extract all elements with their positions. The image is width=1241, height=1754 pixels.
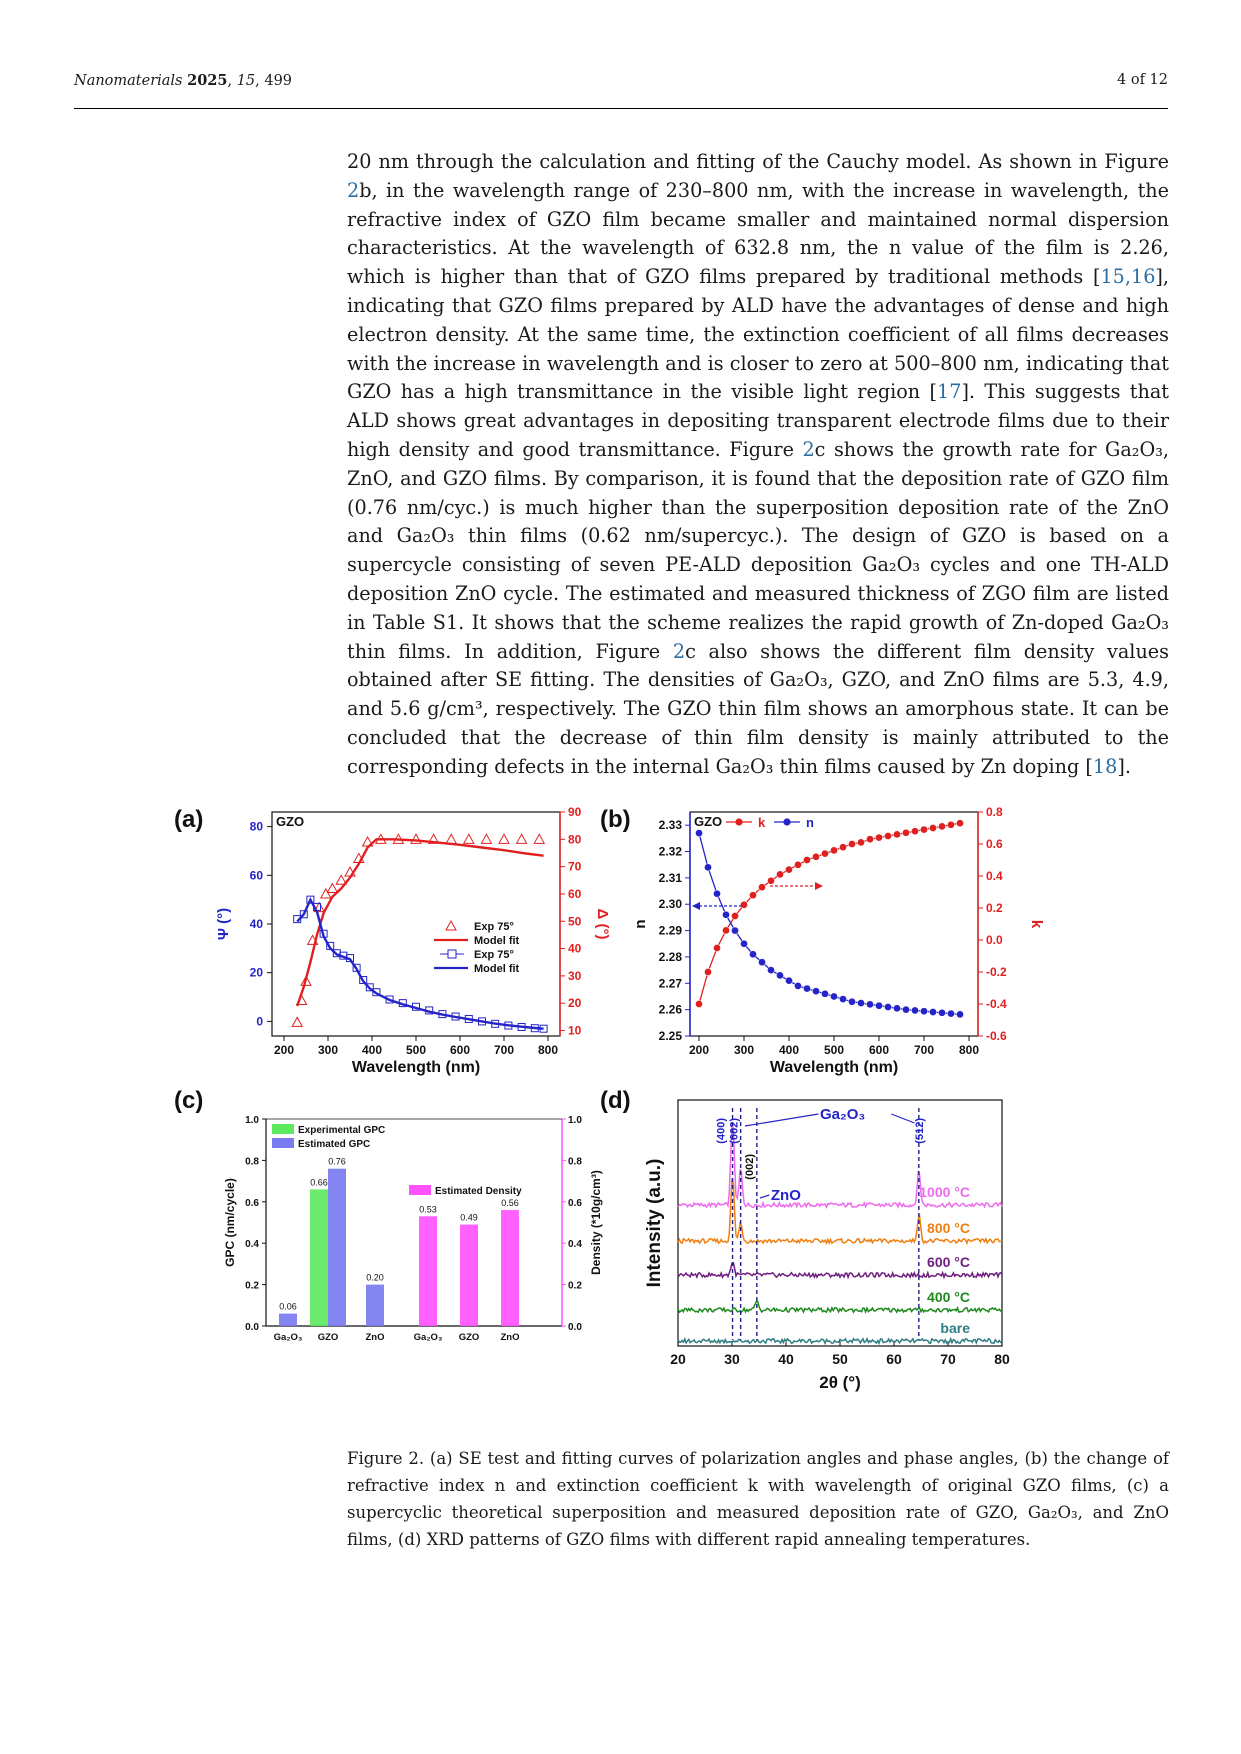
panel-b-data-point — [722, 911, 729, 918]
panel-c-category-label: Ga₂O₃ — [413, 1332, 443, 1343]
panel-b-data-point — [776, 972, 783, 979]
panel-b-data-point — [704, 968, 711, 975]
panel-a-data-point — [321, 889, 331, 898]
panel-b-data-point — [956, 1011, 963, 1018]
panel-b-data-point — [893, 831, 900, 838]
panel-c-ytick-left-label: 0.6 — [245, 1197, 259, 1209]
panel-c-category-label: GZO — [458, 1332, 480, 1343]
panel-b-xtick-label: 200 — [688, 1043, 710, 1057]
panel-a-xtick-label: 600 — [449, 1043, 471, 1057]
panel-c-legend-swatch — [272, 1138, 294, 1148]
body-paragraph — [347, 148, 1169, 782]
panel-b-data-point — [722, 927, 729, 934]
panel-b-ytick-right-label: 0.4 — [986, 869, 1003, 883]
panel-b-data-point — [767, 877, 774, 884]
panel-b-ytick-left-label: 2.28 — [658, 949, 682, 964]
panel-b-data-point — [938, 1009, 945, 1016]
page-number: 4 of 12 — [1117, 72, 1168, 88]
panel-d-annotation: (512) — [914, 1118, 927, 1144]
panel-b-data-point — [758, 959, 765, 966]
panel-d-pointer — [760, 1195, 769, 1198]
panel-a-xlabel: Wavelength (nm) — [351, 1059, 481, 1076]
panel-b-data-point — [776, 871, 783, 878]
panel-b-xtick-label: 600 — [868, 1043, 890, 1057]
panel-b-ytick-left-label: 2.26 — [658, 1002, 682, 1017]
panel-d-xtick-label: 70 — [940, 1351, 956, 1367]
panel-c-category-label: ZnO — [500, 1332, 520, 1343]
panel-a-ytick-left-label: 40 — [249, 917, 263, 931]
panel-a-ytick-right-label: 70 — [568, 859, 582, 874]
panel-a-xtick-label: 500 — [405, 1043, 427, 1057]
panel-d-xtick-label: 40 — [778, 1351, 794, 1367]
panel-b-data-point — [848, 998, 855, 1005]
panel-c-ytick-right-label: 0.6 — [568, 1197, 582, 1209]
panel-d-annotation: (400) — [715, 1118, 728, 1144]
panel-a-data-point — [464, 834, 474, 843]
reference-link[interactable]: 17 — [937, 380, 962, 404]
panel-a-xtick-label: 700 — [493, 1043, 515, 1057]
panel-b-xtick-label: 300 — [733, 1043, 755, 1057]
body-text-run: ]. This suggests that ALD shows great advantages in depositing transparent electrode films due to their high density and good transmittance. Figure — [347, 380, 1169, 461]
panel-a-ytick-right-label: 50 — [568, 914, 582, 929]
body-text-run: c shows the growth rate for Ga₂O₃, ZnO, and GZO films. By comparison, it is found that the deposition rate of GZO film (0.76 nm/cyc.) is much higher than the superposition deposition rate of the ZnO and Ga₂O₃ thin films (0.62 nm/supercyc.). The design of GZO is based on a supercycle consisting of seven PE-ALD deposition Ga₂O₃ cycles and one TH-ALD deposition ZnO cycle. The estimated and measured thickness of ZGO film are listed in Table S1. It shows that the scheme realizes the rapid growth of Zn-doped Ga₂O₃ thin films. In addition, Figure — [347, 437, 1169, 663]
panel-a-frame — [272, 812, 560, 1036]
panel-b-data-point — [695, 1000, 702, 1007]
panel-b-ylabel-left: n — [632, 919, 649, 929]
panel-b-data-point — [821, 850, 828, 857]
panel-a-ylabel-left: Ψ (°) — [215, 907, 232, 941]
panel-b-ytick-left-label: 2.30 — [658, 897, 682, 912]
panel-b-data-point — [911, 828, 918, 835]
panel-b-xtick-label: 400 — [778, 1043, 800, 1057]
panel-b-legend-label: k — [758, 815, 766, 830]
panel-c-data-label: 0.76 — [328, 1156, 346, 1167]
figure-2 — [174, 796, 1170, 1436]
panel-b-ytick-right-label: 0.2 — [986, 901, 1003, 915]
panel-b-ytick-left-label: 2.27 — [658, 976, 682, 991]
panel-b-ytick-right-label: 0.0 — [986, 933, 1003, 947]
panel-b-data-point — [902, 1006, 909, 1013]
panel-b-data-point — [749, 892, 756, 899]
panel-c-ytick-left-label: 0.0 — [245, 1322, 259, 1333]
panel-label-c: (c) — [174, 1087, 204, 1114]
panel-c-ytick-left-label: 0.8 — [245, 1156, 259, 1168]
reference-link[interactable]: 2 — [802, 437, 815, 461]
panel-d-pointer — [891, 1114, 914, 1123]
panel-b-data-point — [794, 982, 801, 989]
panel-d-annotation: (002) — [728, 1118, 741, 1144]
panel-a-data-point — [411, 834, 421, 843]
panel-c-bar — [460, 1225, 478, 1326]
panel-b-data-point — [821, 990, 828, 997]
panel-b-data-point — [704, 864, 711, 871]
panel-c-category-label: ZnO — [365, 1332, 385, 1343]
panel-b-data-point — [956, 820, 963, 827]
panel-c-ytick-right-label: 0.0 — [568, 1322, 582, 1333]
panel-a-ytick-left-label: 0 — [256, 1014, 263, 1029]
body-text-run: ]. — [1117, 754, 1131, 778]
panel-b-data-point — [929, 1008, 936, 1015]
panel-b-data-point — [839, 996, 846, 1003]
figure-caption — [347, 1445, 1169, 1553]
panel-d-xtick-label: 30 — [724, 1351, 740, 1367]
panel-b-data-point — [749, 951, 756, 958]
panel-a-ytick-left-label: 20 — [249, 965, 263, 980]
panel-b-data-point — [731, 927, 738, 934]
panel-c-ytick-right-label: 1.0 — [568, 1115, 582, 1126]
panel-c-ytick-right-label: 0.8 — [568, 1156, 582, 1168]
panel-b-data-point — [785, 977, 792, 984]
panel-a-ytick-right-label: 10 — [568, 1023, 582, 1038]
panel-a-ytick-left-label: 80 — [249, 819, 263, 834]
panel-b-data-point — [830, 993, 837, 1000]
panel-c-ytick-right-label: 0.2 — [568, 1280, 582, 1292]
panel-a-xtick-label: 400 — [361, 1043, 383, 1057]
panel-d-annotation: (002) — [744, 1154, 757, 1180]
body-text-run: 20 nm through the calculation and fitting of the Cauchy model. As shown in Figure — [347, 150, 1169, 173]
reference-link[interactable]: 18 — [1092, 754, 1118, 778]
panel-b-ytick-left-label: 2.31 — [658, 870, 682, 885]
panel-c-bar — [419, 1216, 437, 1326]
page-header — [74, 72, 1168, 100]
panel-a-data-point — [534, 834, 544, 843]
panel-b-data-point — [803, 856, 810, 863]
panel-d-xtick-label: 60 — [886, 1351, 902, 1367]
body-text-run: c also shows the different film density values obtained after SE fitting. The densities of Ga₂O₃, GZO, and ZnO films are 5.3, 4.9, and 5.6 g/cm³, respectively. The GZO thin film shows an amorphous state. It can be concluded that the decrease of thin film density is mainly attributed to the corresponding defects in the internal Ga₂O₃ thin films caused by Zn doping [ — [347, 639, 1170, 778]
body-text-run: ], indicating that GZO films prepared by ALD have the advantages of dense and high electron density. At the same time, the extinction coefficient of all films decreases with the increase in wavelength and is closer to zero at 500–800 nm, indicating that GZO has a high transmittance in the visible light region [ — [347, 265, 1169, 404]
panel-b-legend-swatch — [783, 818, 790, 825]
panel-a-ytick-right-label: 30 — [568, 968, 582, 983]
header-rule — [74, 108, 1168, 109]
panel-b-data-point — [812, 853, 819, 860]
panel-c-data-label: 0.06 — [279, 1301, 297, 1312]
panel-c-ytick-left-label: 1.0 — [245, 1115, 259, 1126]
panel-a-legend-swatch — [446, 921, 456, 930]
panel-b-xlabel: Wavelength (nm) — [769, 1059, 899, 1076]
reference-link[interactable]: 2 — [672, 639, 686, 663]
panel-b-data-point — [875, 1002, 882, 1009]
panel-a-ytick-right-label: 90 — [568, 805, 582, 819]
panel-c-ylabel-left: GPC (nm/cycle) — [223, 1178, 237, 1267]
panel-b-data-point — [740, 940, 747, 947]
panel-b-ytick-right-label: -0.4 — [986, 997, 1007, 1011]
panel-d-xtick-label: 20 — [670, 1351, 686, 1367]
reference-link[interactable]: 15,16 — [1100, 265, 1156, 289]
panel-c-bar — [366, 1285, 384, 1326]
panel-c-data-label: 0.56 — [501, 1198, 519, 1209]
panel-b-xtick-label: 700 — [913, 1043, 935, 1057]
panel-b-data-point — [803, 985, 810, 992]
panel-d-ylabel: Intensity (a.u.) — [644, 1158, 665, 1288]
panel-b-frame — [690, 812, 978, 1036]
panel-c-bar — [310, 1189, 328, 1326]
panel-b-data-point — [857, 839, 864, 846]
panel-b-data-point — [938, 823, 945, 830]
panel-b-data-point — [767, 967, 774, 974]
panel-b-series-0-line — [699, 823, 960, 1004]
panel-c-ytick-left-label: 0.4 — [245, 1239, 259, 1251]
panel-a-legend-label: Exp 75° — [474, 921, 514, 933]
panel-a-data-point — [481, 834, 491, 843]
panel-b-data-point — [929, 824, 936, 831]
panel-b-ytick-right-label: 0.8 — [986, 805, 1003, 819]
panel-b-ytick-right-label: 0.6 — [986, 837, 1003, 851]
panel-b-data-point — [848, 840, 855, 847]
panel-label-a: (a) — [174, 806, 204, 833]
panel-d-pattern-label: 800 °C — [927, 1220, 970, 1236]
panel-a-xtick-label: 800 — [537, 1043, 559, 1057]
journal-citation: Nanomaterials 2025, 15, 499 — [74, 72, 293, 89]
panel-b-data-point — [839, 844, 846, 851]
panel-b-inset-label: GZO — [694, 814, 723, 829]
reference-link[interactable]: 2 — [347, 178, 360, 202]
panel-c-bar — [279, 1314, 297, 1326]
panel-b-legend-swatch — [735, 818, 742, 825]
panel-b-series-1-line — [699, 833, 960, 1014]
panel-a-ylabel-right: Δ (°) — [594, 908, 611, 940]
panel-b-arrow-n-head — [692, 902, 700, 910]
panel-c-data-label: 0.53 — [419, 1204, 437, 1215]
panel-b-data-point — [893, 1005, 900, 1012]
panel-b-data-point — [884, 832, 891, 839]
panel-b-data-point — [713, 890, 720, 897]
panel-a-ytick-right-label: 20 — [568, 996, 582, 1011]
panel-a-legend-swatch — [448, 950, 456, 958]
panel-c-ylabel-right: Density (*10g/cm³) — [589, 1170, 603, 1275]
panel-d-pattern-label: 600 °C — [927, 1254, 970, 1270]
panel-c-legend-swatch — [272, 1124, 294, 1134]
panel-b-xtick-label: 500 — [823, 1043, 845, 1057]
panel-c-data-label: 0.66 — [310, 1177, 328, 1188]
panel-b-data-point — [911, 1007, 918, 1014]
panel-d-pointer — [745, 1114, 818, 1126]
panel-d-pattern-label: 1000 °C — [919, 1184, 970, 1200]
panel-b-data-point — [920, 1008, 927, 1015]
panel-c-ytick-left-label: 0.2 — [245, 1280, 259, 1292]
caption-text: (a) SE test and fitting curves of polarization angles and phase angles, (b) the change of refractive index n and extinction coefficient k with wavelength of original GZO films, (c) a supercyclic theoretical superposition and measured deposition rate of GZO, Ga₂O₃, and ZnO films, (d) XRD patterns of GZO films with different rapid annealing temperatures. — [347, 1449, 1169, 1549]
panel-d-annotation: Ga₂O₃ — [820, 1106, 866, 1123]
panel-b-ytick-right-label: -0.2 — [986, 965, 1007, 979]
panel-c-category-label: Ga₂O₃ — [273, 1332, 303, 1343]
figure-2-svg — [174, 796, 1170, 1436]
panel-a-ytick-right-label: 40 — [568, 941, 582, 956]
panel-d-xlabel: 2θ (°) — [819, 1373, 861, 1392]
panel-a-xtick-label: 200 — [273, 1043, 295, 1057]
panel-b-data-point — [947, 821, 954, 828]
panel-a-data-point — [446, 834, 456, 843]
panel-b-data-point — [713, 944, 720, 951]
panel-a-ytick-left-label: 60 — [249, 868, 263, 883]
caption-label: Figure 2. — [347, 1449, 425, 1468]
panel-b-data-point — [794, 861, 801, 868]
panel-c-ytick-right-label: 0.4 — [568, 1239, 582, 1251]
panel-c-bar — [501, 1210, 519, 1326]
panel-c-data-label: 0.49 — [460, 1212, 478, 1223]
panel-b-legend-label: n — [806, 815, 814, 830]
panel-a-ytick-right-label: 80 — [568, 832, 582, 847]
panel-d-xtick-label: 80 — [994, 1351, 1010, 1367]
panel-b-ylabel-right: k — [1028, 919, 1045, 929]
panel-b-data-point — [875, 834, 882, 841]
panel-b-ytick-right-label: -0.6 — [986, 1029, 1007, 1043]
panel-b-data-point — [884, 1003, 891, 1010]
panel-b-data-point — [731, 912, 738, 919]
panel-a-ytick-right-label: 60 — [568, 886, 582, 901]
panel-d-pattern-label: bare — [940, 1320, 970, 1336]
panel-label-b: (b) — [600, 806, 631, 833]
panel-b-data-point — [920, 826, 927, 833]
panel-b-data-point — [695, 829, 702, 836]
panel-d-pattern-label: 400 °C — [927, 1289, 970, 1305]
panel-b-xtick-label: 800 — [958, 1043, 980, 1057]
panel-a-inset-label: GZO — [276, 814, 305, 829]
panel-b-data-point — [758, 884, 765, 891]
panel-d-annotation: ZnO — [770, 1187, 801, 1204]
panel-a-data-point — [499, 834, 509, 843]
panel-a-xtick-label: 300 — [317, 1043, 339, 1057]
panel-c-legend-label: Estimated GPC — [298, 1139, 371, 1150]
panel-a-data-point — [327, 883, 337, 892]
panel-b-ytick-left-label: 2.33 — [658, 818, 682, 833]
panel-b-ytick-left-label: 2.25 — [658, 1029, 682, 1043]
panel-b-ytick-left-label: 2.32 — [658, 844, 682, 859]
panel-b-data-point — [740, 901, 747, 908]
panel-b-ytick-left-label: 2.29 — [658, 923, 682, 938]
panel-a-legend-label: Model fit — [474, 935, 520, 947]
panel-b-data-point — [857, 999, 864, 1006]
panel-a-data-point — [292, 1017, 302, 1026]
panel-c-legend-swatch — [409, 1185, 431, 1195]
panel-b-data-point — [866, 836, 873, 843]
panel-c-category-label: GZO — [317, 1332, 339, 1343]
panel-c-legend-label: Experimental GPC — [298, 1125, 386, 1136]
panel-a-legend-label: Exp 75° — [474, 949, 514, 961]
panel-label-d: (d) — [600, 1087, 631, 1114]
body-text-run: b, in the wavelength range of 230–800 nm, with the increase in wavelength, the refractive index of GZO film became smaller and maintained normal dispersion characteristics. At the wavelength of 632.8 nm, the n value of the film is 2.26, which is higher than that of GZO films prepared by traditional methods [ — [347, 178, 1169, 289]
panel-b-data-point — [830, 847, 837, 854]
panel-c-data-label: 0.20 — [366, 1272, 384, 1283]
panel-b-data-point — [785, 866, 792, 873]
panel-b-data-point — [812, 988, 819, 995]
panel-b-arrow-k-head — [815, 882, 823, 890]
panel-b-data-point — [947, 1010, 954, 1017]
panel-a-data-point — [517, 834, 527, 843]
panel-d-xtick-label: 50 — [832, 1351, 848, 1367]
panel-c-bar — [328, 1169, 346, 1326]
panel-c-legend-label: Estimated Density — [435, 1186, 522, 1197]
panel-b-data-point — [866, 1001, 873, 1008]
panel-b-data-point — [902, 829, 909, 836]
panel-a-legend-label: Model fit — [474, 963, 520, 975]
